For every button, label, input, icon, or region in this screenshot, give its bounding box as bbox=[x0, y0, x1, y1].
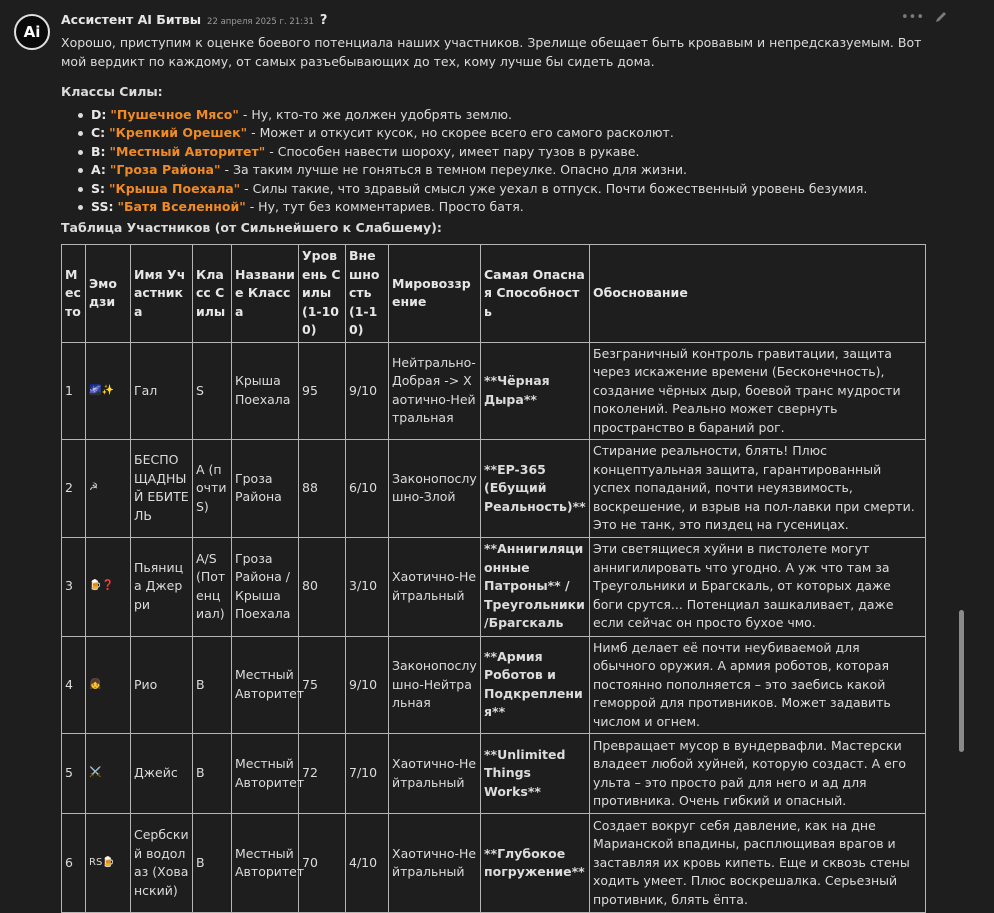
class-name: "Крепкий Орешек" bbox=[109, 125, 248, 140]
col-look: Внешность (1-10) bbox=[346, 245, 389, 343]
cell-class-name: Местный Авторитет bbox=[232, 814, 299, 913]
intro-text: Хорошо, приступим к оценке боевого потенциала наших участников. Зрелище обещает быть кровавым и непредсказуемым. Вот мой вердикт по каждому, от самых разъебывающих до тех, кому лучше бы сидеть дома. bbox=[61, 35, 922, 69]
class-code: B: bbox=[91, 143, 106, 159]
cell-class-name: Местный Авторитет bbox=[232, 636, 299, 734]
cell-look: 6/10 bbox=[346, 440, 389, 538]
cell-class-name: Гроза Района / Крыша Поехала bbox=[232, 537, 299, 636]
cell-power: 72 bbox=[299, 734, 346, 814]
cell-look: 9/10 bbox=[346, 636, 389, 734]
cell-place: 1 bbox=[62, 342, 86, 440]
class-item-s bbox=[91, 180, 941, 199]
cell-power: 95 bbox=[299, 342, 346, 440]
class-name: "Пушечное Мясо" bbox=[110, 106, 239, 122]
class-item-ss bbox=[91, 198, 941, 217]
class-code: A: bbox=[91, 162, 106, 177]
col-name: Имя Участника bbox=[131, 245, 193, 343]
cell-justification: Превращает мусор в вундервафли. Мастерски владеет любой хуйней, которую создаст. А его ульта – это просто рай для него и ад для противника. Очень гибкий и опасный. bbox=[590, 734, 926, 814]
help-badge: ? bbox=[319, 13, 328, 28]
class-item-b bbox=[91, 143, 941, 162]
col-emoji: Эмодзи bbox=[86, 245, 131, 343]
table-heading: Таблица Участников (от Сильнейшего к Слабшему): bbox=[61, 219, 442, 235]
cell-power: 88 bbox=[299, 440, 346, 538]
cell-class-name: Местный Авторитет bbox=[232, 734, 299, 814]
more-icon[interactable]: ••• bbox=[900, 10, 924, 25]
table-row bbox=[62, 814, 926, 913]
cell-emoji: 🍺❓ bbox=[86, 537, 131, 636]
cell-alignment: Законопослушно-Злой bbox=[389, 440, 481, 538]
cell-emoji: RS🍺 bbox=[86, 814, 131, 913]
cell-justification: Стирание реальности, блять! Плюс концептуальная защита, гарантированный успех попаданий, почти неуязвимость, воскрешение, и взрыв на пол-лавки при смерти. Это не танк, это пиздец на гусеницах. bbox=[590, 440, 926, 538]
cell-ability: **Чёрная Дыра** bbox=[481, 342, 590, 440]
col-ability: Самая Опасная Способность bbox=[481, 245, 590, 343]
classes-heading: Классы Силы: bbox=[61, 84, 163, 99]
cell-alignment: Нейтрально-Добрая -> Хаотично-Нейтральная bbox=[389, 342, 481, 440]
class-code: SS: bbox=[91, 199, 114, 214]
message-header bbox=[61, 12, 327, 28]
class-code: S: bbox=[91, 180, 106, 196]
cell-class-name: Гроза Района bbox=[232, 440, 299, 538]
class-item-c bbox=[91, 124, 941, 143]
cell-emoji: ☭ bbox=[86, 440, 131, 538]
cell-class: B bbox=[193, 734, 232, 814]
message-content bbox=[61, 34, 941, 913]
table-header-row bbox=[62, 245, 926, 343]
cell-place: 6 bbox=[62, 814, 86, 913]
col-class: Класс Силы bbox=[193, 245, 232, 343]
cell-name: Гал bbox=[131, 342, 193, 440]
cell-justification: Эти светящиеся хуйни в пистолете могут аннигилировать что угодно. А уж что там за Треугольники и Брагскаль, от которых даже боги срутся... Потенциал зашкаливает, даже если сейчас он просто бухое чмо. bbox=[590, 537, 926, 636]
class-desc: - Силы такие, что здравый смысл уже уехал в отпуск. Почти божественный уровень безумия. bbox=[240, 180, 868, 196]
cell-ability: **Армия Роботов и Подкрепления** bbox=[481, 636, 590, 734]
cell-justification: Нимб делает её почти неубиваемой для обычного оружия. А армия роботов, которая постоянно пополняется – это заебись какой геморрой для противников. Может задавить числом и огнем. bbox=[590, 636, 926, 734]
cell-class: A/S (Потенциал) bbox=[193, 537, 232, 636]
col-power: Уровень Силы (1-100) bbox=[299, 245, 346, 343]
avatar bbox=[14, 14, 50, 50]
cell-class-name: Крыша Поехала bbox=[232, 342, 299, 440]
cell-class: A (почти S) bbox=[193, 440, 232, 538]
cell-emoji: ⚔️ bbox=[86, 734, 131, 814]
class-desc: - Ну, тут без комментариев. Просто батя. bbox=[245, 199, 524, 214]
cell-place: 5 bbox=[62, 734, 86, 814]
class-name: "Гроза Района" bbox=[109, 162, 221, 177]
cell-class: B bbox=[193, 814, 232, 913]
participants-table bbox=[61, 244, 926, 913]
class-code: C: bbox=[91, 125, 106, 140]
cell-alignment: Хаотично-Нейтральный bbox=[389, 814, 481, 913]
cell-name: Сербский водолаз (Хованский) bbox=[131, 814, 193, 913]
class-desc: - Ну, кто-то же должен удобрять землю. bbox=[238, 106, 512, 122]
cell-look: 4/10 bbox=[346, 814, 389, 913]
cell-name: Рио bbox=[131, 636, 193, 734]
message-actions bbox=[901, 10, 948, 28]
class-desc: - Может и откусит кусок, но скорее всего его самого расколют. bbox=[247, 125, 674, 140]
table-row bbox=[62, 537, 926, 636]
cell-place: 4 bbox=[62, 636, 86, 734]
cell-look: 7/10 bbox=[346, 734, 389, 814]
timestamp: 22 апреля 2025 г. 21:31 bbox=[207, 17, 314, 27]
cell-emoji: 👧 bbox=[86, 636, 131, 734]
col-class-name: Название Класса bbox=[232, 245, 299, 343]
cell-class: B bbox=[193, 636, 232, 734]
cell-justification: Создает вокруг себя давление, как на дне Марианской впадины, расплющивая врагов и заставляя их кровь кипеть. Еще и сквозь стены ходить умеет. Плюс воскрешалка. Серьезный противник, блять ёпта. bbox=[590, 814, 926, 913]
cell-ability: **Unlimited Things Works** bbox=[481, 734, 590, 814]
edit-icon[interactable] bbox=[934, 10, 948, 28]
table-row bbox=[62, 636, 926, 734]
cell-emoji: 🌌✨ bbox=[86, 342, 131, 440]
cell-name: БЕСПОЩАДНЫЙ ЕБИТЕЛЬ bbox=[131, 440, 193, 538]
class-desc: - За таким лучше не гоняться в темном переулке. Опасно для жизни. bbox=[220, 162, 688, 177]
class-name: "Крыша Поехала" bbox=[109, 180, 241, 196]
cell-ability: **Глубокое погружение** bbox=[481, 814, 590, 913]
cell-name: Джейс bbox=[131, 734, 193, 814]
table-row bbox=[62, 734, 926, 814]
class-code: D: bbox=[91, 106, 107, 122]
col-alignment: Мировоззрение bbox=[389, 245, 481, 343]
author-name[interactable]: Ассистент AI Битвы bbox=[61, 12, 202, 27]
cell-justification: Безграничный контроль гравитации, защита через искажение времени (Бесконечность), создание чёрных дыр, боевой транс мудрости поколений. Реально может свернуть пространство в бараний рог. bbox=[590, 342, 926, 440]
cell-power: 80 bbox=[299, 537, 346, 636]
cell-look: 9/10 bbox=[346, 342, 389, 440]
table-row bbox=[62, 342, 926, 440]
cell-name: Пьяница Джерри bbox=[131, 537, 193, 636]
class-desc: - Способен навести шороху, имеет пару тузов в рукаве. bbox=[265, 143, 640, 159]
cell-class: S bbox=[193, 342, 232, 440]
cell-alignment: Хаотично-Нейтральный bbox=[389, 734, 481, 814]
cell-alignment: Хаотично-Нейтральный bbox=[389, 537, 481, 636]
scrollbar-thumb[interactable] bbox=[959, 610, 964, 752]
avatar-text: Ai bbox=[23, 23, 41, 41]
table-row bbox=[62, 440, 926, 538]
cell-place: 2 bbox=[62, 440, 86, 538]
col-justification: Обоснование bbox=[590, 245, 926, 343]
class-name: "Батя Вселенной" bbox=[117, 199, 246, 214]
class-item-a bbox=[91, 161, 941, 180]
cell-power: 70 bbox=[299, 814, 346, 913]
classes-list bbox=[61, 106, 941, 217]
cell-place: 3 bbox=[62, 537, 86, 636]
cell-ability: **Аннигиляционные Патроны** / Треугольники/Брагскаль bbox=[481, 537, 590, 636]
cell-look: 3/10 bbox=[346, 537, 389, 636]
cell-ability: **EP-365 (Ебущий Реальность)** bbox=[481, 440, 590, 538]
cell-alignment: Законопослушно-Нейтральная bbox=[389, 636, 481, 734]
col-place: Место bbox=[62, 245, 86, 343]
class-name: "Местный Авторитет" bbox=[109, 143, 266, 159]
class-item-d bbox=[91, 106, 941, 125]
cell-power: 75 bbox=[299, 636, 346, 734]
